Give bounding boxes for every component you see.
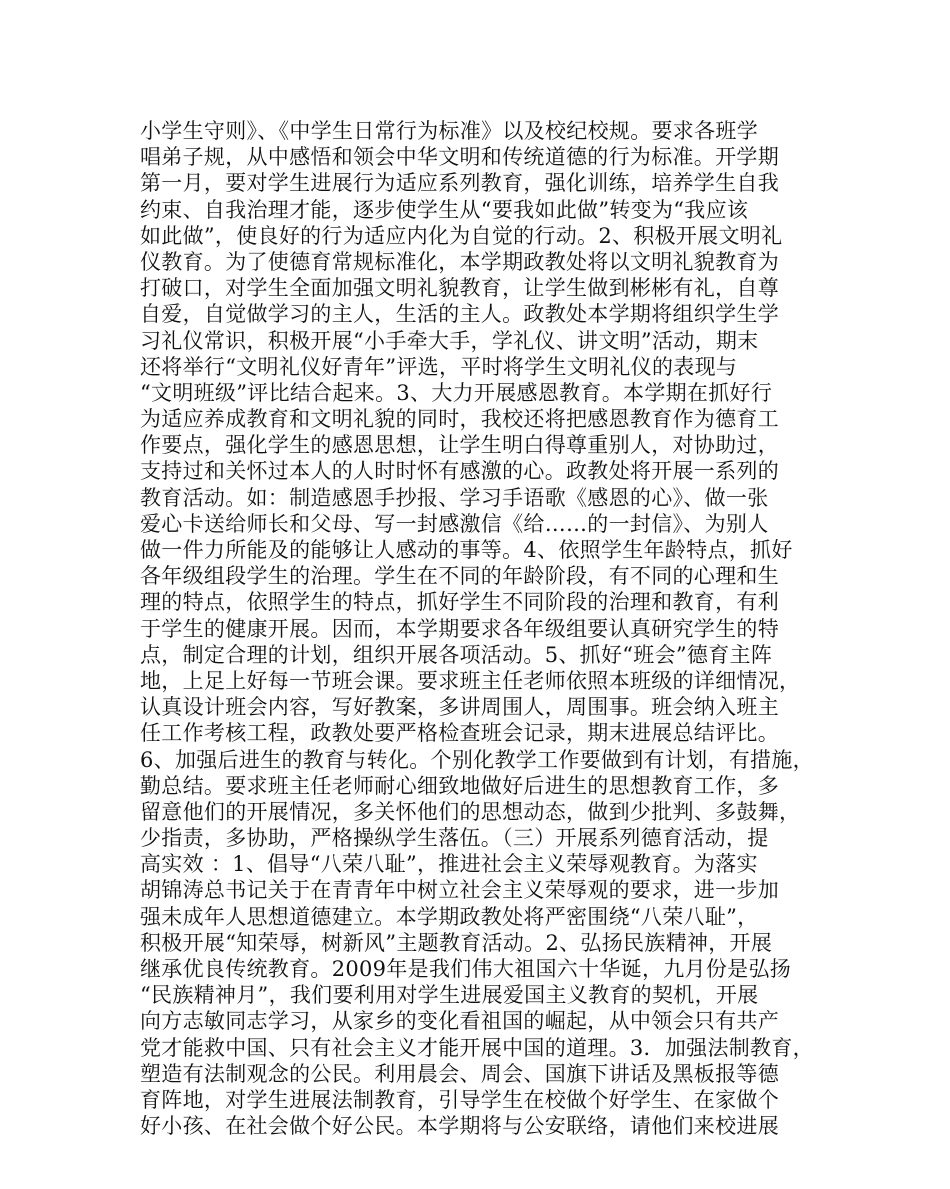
text-line: 积极开展“知荣辱，树新风”主题教育活动。2、弘扬民族精神，开展: [140, 930, 773, 955]
text-line: 习礼仪常识，积极开展“小手牵大手，学礼仪、讲文明”活动，期末: [140, 328, 759, 353]
text-line: 如此做”，使良好的行为适应内化为自觉的行动。2、积极开展文明礼: [140, 223, 783, 248]
text-line: 爱心卡送给师长和父母、写一封感激信《给……的一封信》、为别人: [140, 511, 769, 536]
text-line: 第一月，要对学生进展行为适应系列教育，强化训练，培养学生自我: [140, 171, 779, 196]
text-line: 小学生守则》、《中学生日常行为标准》以及校纪校规。要求各班学: [140, 119, 758, 143]
body-text: [140, 118, 830, 1139]
text-line: 留意他们的开展情况，多关怀他们的思想动态，做到少批判、多鼓舞，: [140, 799, 801, 824]
text-line: 高实效 ：1、倡导“八荣八耻”，推进社会主义荣辱观教育。为落实: [140, 852, 758, 877]
text-line: “文明班级”评比结合起来。3、大力开展感恩教育。本学期在抓好行: [140, 380, 773, 405]
text-line: 约束、自我治理才能，逐步使学生从“要我如此做”转变为“我应该: [140, 197, 749, 222]
text-line: 勤总结。要求班主任老师耐心细致地做好后进生的思想教育工作，多: [140, 773, 779, 798]
text-line: 少指责，多协助，严格操纵学生落伍。（三）开展系列德育活动，提: [140, 826, 769, 851]
text-line: 理的特点，依照学生的特点，抓好学生不同阶段的治理和教育，有利: [140, 590, 779, 615]
text-line: 还将举行“文明礼仪好青年”评选，平时将学生文明礼仪的表现与: [140, 354, 738, 379]
text-line: 为适应养成教育和文明礼貌的同时，我校还将把感恩教育作为德育工: [140, 407, 779, 432]
text-line: 唱弟子规，从中感悟和领会中华文明和传统道德的行为标准。开学期: [140, 145, 779, 170]
text-line: 6、加强后进生的教育与转化。个别化教学工作要做到有计划，有措施，: [140, 747, 814, 772]
text-line: 继承优良传统教育。2009年是我们伟大祖国六十华诞，九月份是弘扬: [140, 957, 792, 981]
text-line: 认真设计班会内容，写好教案，多讲周围人，周围事。班会纳入班主: [140, 695, 779, 720]
text-line: 任工作考核工程，政教处要严格检查班会记录，期末进展总结评比。: [140, 721, 779, 746]
text-line: 教育活动。如：制造感恩手抄报、学习手语歌《感恩的心》、做一张: [140, 485, 769, 510]
text-line: 各年级组段学生的治理。学生在不同的年龄阶段，有不同的心理和生: [140, 564, 779, 589]
text-line: 做一件力所能及的能够让人感动的事等。4、依照学生年龄特点，抓好: [140, 538, 793, 562]
text-line: 强未成年人思想道德建立。本学期政教处将严密围绕“八荣八耻”，: [140, 904, 759, 929]
text-line: 好小孩、在社会做个好公民。本学期将与公安联络，请他们来校进展: [140, 1114, 779, 1139]
text-line: 于学生的健康开展。因而，本学期要求各年级组要认真研究学生的特: [140, 616, 779, 641]
text-line: 支持过和关怀过本人的人时时怀有感激的心。政教处将开展一系列的: [140, 459, 779, 484]
text-line: 作要点，强化学生的感恩思想，让学生明白得尊重别人，对协助过，: [140, 433, 779, 458]
text-line: 向方志敏同志学习，从家乡的变化看祖国的崛起，从中领会只有共产: [140, 1009, 779, 1034]
text-line: 塑造有法制观念的公民。利用晨会、周会、国旗下讲话及黑板报等德: [140, 1061, 779, 1086]
text-line: 地，上足上好每一节班会课。要求班主任老师依照本班级的详细情况，: [140, 668, 801, 693]
text-line: 胡锦涛总书记关于在青青年中树立社会主义荣辱观的要求，进一步加: [140, 878, 779, 903]
text-line: 自爱，自觉做学习的主人，生活的主人。政教处本学期将组织学生学: [140, 302, 779, 327]
text-line: 打破口，对学生全面加强文明礼貌教育，让学生做到彬彬有礼，自尊: [140, 276, 779, 301]
text-line: 育阵地，对学生进展法制教育，引导学生在校做个好学生、在家做个: [140, 1087, 779, 1112]
text-line: 仪教育。为了使德育常规标准化，本学期政教处将以文明礼貌教育为: [140, 249, 779, 274]
text-line: 党才能救中国、只有社会主义才能开展中国的道理。3．加强法制教育，: [140, 1035, 814, 1060]
text-line: 点，制定合理的计划，组织开展各项活动。5、抓好“班会”德育主阵: [140, 642, 773, 667]
text-line: “民族精神月”，我们要利用对学生进展爱国主义教育的契机，开展: [140, 983, 759, 1008]
